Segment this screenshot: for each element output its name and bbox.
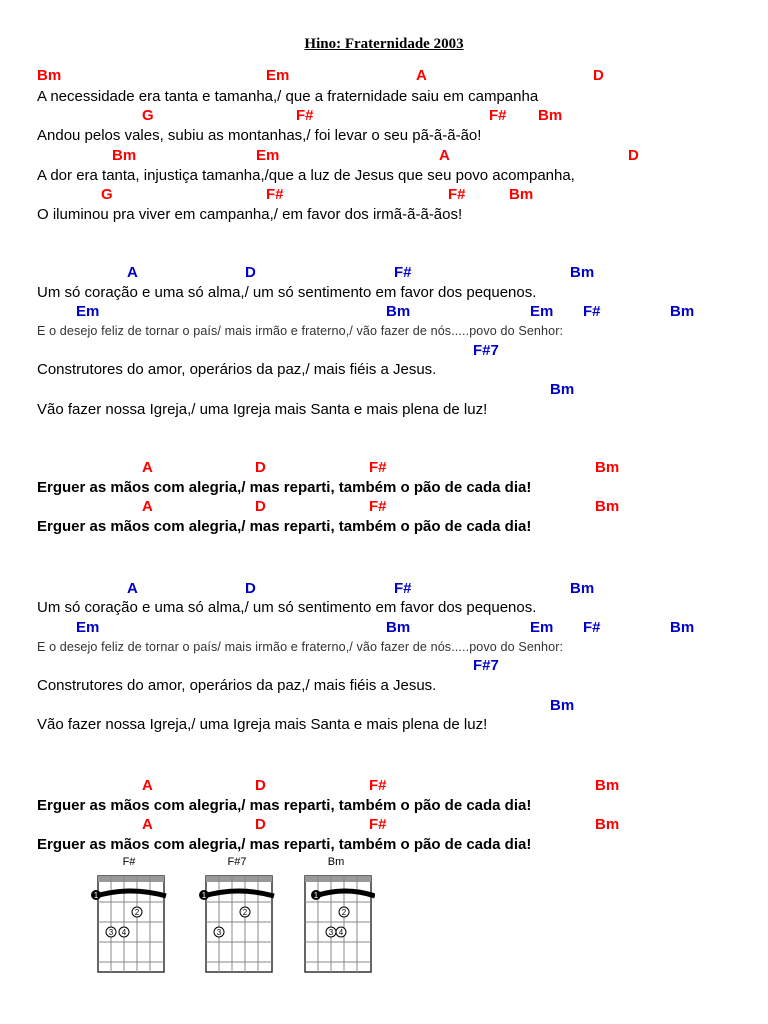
lyric-line: E o desejo feliz de tornar o país/ mais irmão e fraterno,/ vão fazer de nós.....povo do Senhor: — [37, 324, 564, 338]
chord: Bm — [595, 498, 620, 515]
chord: A — [127, 264, 138, 281]
chord: Bm — [570, 264, 595, 281]
lyric-line: Um só coração e uma só alma,/ um só sentimento em favor dos pequenos. — [37, 284, 537, 301]
chord: D — [255, 816, 266, 833]
chord: Bm — [595, 459, 620, 476]
finger-number: 2 — [341, 908, 347, 917]
chord: F# — [394, 580, 412, 597]
finger-number: 4 — [338, 928, 344, 937]
finger-number: 3 — [216, 928, 222, 937]
chord-diagram-bm — [297, 858, 375, 974]
chord: D — [245, 580, 256, 597]
chord: F# — [489, 107, 507, 124]
chord: Bm — [37, 67, 62, 84]
chord: F# — [369, 498, 387, 515]
chord: Bm — [550, 697, 575, 714]
chorus-line: Erguer as mãos com alegria,/ mas reparti, também o pão de cada dia! — [37, 479, 532, 496]
chord: Bm — [538, 107, 563, 124]
lyric-line: O iluminou pra viver em campanha,/ em favor dos irmã-ã-ã-ãos! — [37, 206, 463, 223]
finger-number: 1 — [201, 891, 207, 900]
lyric-line: Construtores do amor, operários da paz,/ mais fiéis a Jesus. — [37, 361, 437, 378]
chord-diagram-label: F# — [122, 856, 136, 868]
chord-diagram-label: F#7 — [227, 856, 247, 868]
lyric-line: Andou pelos vales, subiu as montanhas,/ foi levar o seu pã-ã-ã-ão! — [37, 127, 482, 144]
lyric-line: A necessidade era tanta e tamanha,/ que a fraternidade saiu em campanha — [37, 88, 539, 105]
chord: D — [245, 264, 256, 281]
chord: F# — [583, 619, 601, 636]
chord: F# — [369, 459, 387, 476]
chord: A — [142, 816, 153, 833]
chord: Bm — [386, 303, 411, 320]
chord: Bm — [550, 381, 575, 398]
chord: Bm — [670, 619, 695, 636]
chord: A — [416, 67, 427, 84]
chord: F# — [394, 264, 412, 281]
chord: D — [255, 777, 266, 794]
chord-diagram-label: Bm — [327, 856, 345, 868]
song-title: Hino: Fraternidade 2003 — [304, 36, 464, 52]
chord: D — [628, 147, 639, 164]
finger-number: 3 — [328, 928, 334, 937]
chord: D — [255, 459, 266, 476]
chord: Bm — [570, 580, 595, 597]
chord: F#7 — [473, 342, 499, 359]
chord-diagram-graphic — [90, 858, 168, 974]
finger-number: 4 — [121, 928, 127, 937]
finger-number: 2 — [134, 908, 140, 917]
chord: Bm — [386, 619, 411, 636]
chord: F# — [266, 186, 284, 203]
chord: Em — [76, 303, 100, 320]
chord-diagram-fsharp — [90, 858, 168, 974]
chord: A — [142, 459, 153, 476]
chord: A — [142, 498, 153, 515]
lyric-line: Vão fazer nossa Igreja,/ uma Igreja mais Santa e mais plena de luz! — [37, 401, 488, 418]
chord-diagram-fsharp7 — [198, 858, 276, 974]
lyric-line: A dor era tanta, injustiça tamanha,/que a luz de Jesus que seu povo acompanha, — [37, 167, 575, 184]
chord-diagram-graphic — [297, 858, 375, 974]
chord: Bm — [595, 777, 620, 794]
chorus-line: Erguer as mãos com alegria,/ mas reparti, também o pão de cada dia! — [37, 836, 532, 853]
chord: Bm — [112, 147, 137, 164]
lyric-line: Construtores do amor, operários da paz,/ mais fiéis a Jesus. — [37, 677, 437, 694]
chord: Em — [530, 303, 554, 320]
chord: A — [127, 580, 138, 597]
chord: Em — [266, 67, 290, 84]
chord: D — [593, 67, 604, 84]
chord: Em — [76, 619, 100, 636]
chord: Em — [530, 619, 554, 636]
lyric-line: Um só coração e uma só alma,/ um só sentimento em favor dos pequenos. — [37, 599, 537, 616]
chord: Bm — [595, 816, 620, 833]
chord: Bm — [509, 186, 534, 203]
lyric-line: Vão fazer nossa Igreja,/ uma Igreja mais Santa e mais plena de luz! — [37, 716, 488, 733]
chord: G — [101, 186, 113, 203]
chord-diagram-graphic — [198, 858, 276, 974]
chord: F#7 — [473, 657, 499, 674]
chord: F# — [448, 186, 466, 203]
chord: A — [142, 777, 153, 794]
chord: D — [255, 498, 266, 515]
chord: Bm — [670, 303, 695, 320]
chord: F# — [369, 816, 387, 833]
chord: Em — [256, 147, 280, 164]
finger-number: 3 — [108, 928, 114, 937]
lyric-line: E o desejo feliz de tornar o país/ mais irmão e fraterno,/ vão fazer de nós.....povo do Senhor: — [37, 640, 564, 654]
finger-number: 2 — [242, 908, 248, 917]
chorus-line: Erguer as mãos com alegria,/ mas reparti, também o pão de cada dia! — [37, 518, 532, 535]
chord: A — [439, 147, 450, 164]
chorus-line: Erguer as mãos com alegria,/ mas reparti, também o pão de cada dia! — [37, 797, 532, 814]
chord: G — [142, 107, 154, 124]
chord: F# — [296, 107, 314, 124]
finger-number: 1 — [313, 891, 319, 900]
finger-number: 1 — [93, 891, 99, 900]
chord: F# — [369, 777, 387, 794]
chord: F# — [583, 303, 601, 320]
